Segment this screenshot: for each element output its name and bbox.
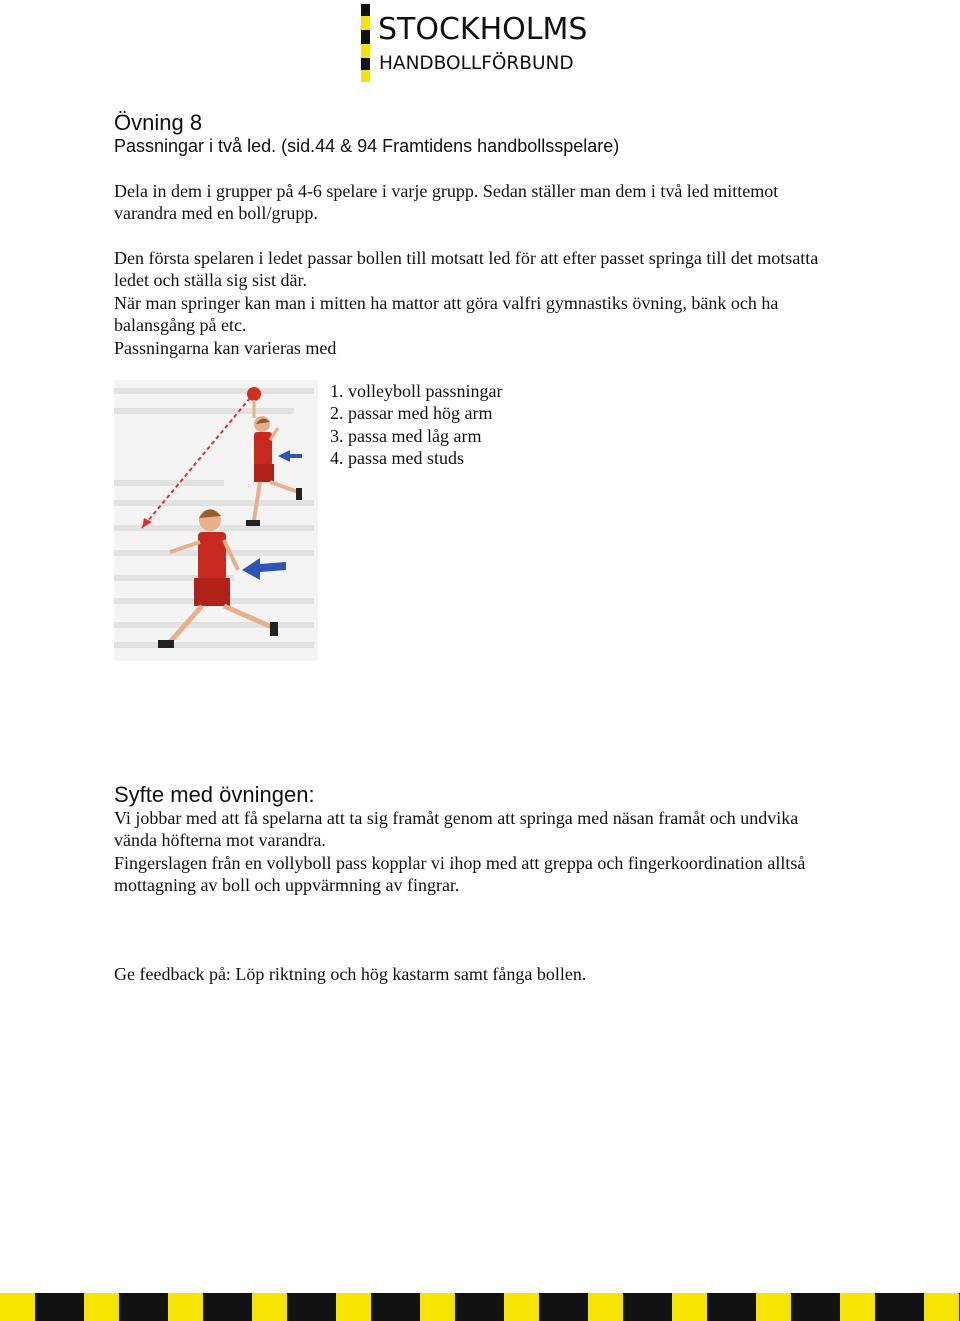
purpose-heading: Syfte med övningen: bbox=[114, 782, 315, 807]
feedback-text: Ge feedback på: Löp riktning och hög kastarm samt fånga bollen. bbox=[114, 964, 587, 984]
variations-list bbox=[330, 380, 502, 469]
paragraph-mats: När man springer kan man i mitten ha mattor att göra valfri gymnastiks övning, bänk och ha balansgång på etc. bbox=[114, 293, 779, 336]
upper-player-figure bbox=[246, 400, 302, 526]
lower-direction-arrow-icon bbox=[242, 558, 286, 580]
paragraph-groups: Dela in dem i grupper på 4-6 spelare i varje grupp. Sedan ställer man dem i två led mittemot varandra med en boll/grupp. bbox=[114, 181, 779, 224]
handball-pass-illustration bbox=[114, 380, 318, 661]
logo-stripe-bar bbox=[361, 4, 370, 82]
list-item: 3. passa med låg arm bbox=[330, 425, 482, 446]
logo bbox=[361, 4, 591, 82]
exercise-subtitle: Passningar i två led. (sid.44 & 94 Framtidens handbollsspelare) bbox=[114, 136, 620, 156]
exercise-title: Övning 8 bbox=[114, 110, 203, 135]
upper-direction-arrow-icon bbox=[278, 450, 302, 462]
list-item: 4. passa med studs bbox=[330, 447, 464, 468]
list-item: 1. volleyboll passningar bbox=[330, 381, 503, 401]
paragraph-variations-intro: Passningarna kan varieras med bbox=[114, 338, 337, 358]
logo-subname: HANDBOLLFÖRBUND bbox=[379, 53, 574, 74]
purpose-running: Vi jobbar med att få spelarna att ta sig framåt genom att springa med näsan framåt och undvika vända höfterna mot varandra. bbox=[114, 808, 799, 851]
ball-icon bbox=[247, 387, 261, 401]
paragraph-first-player: Den första spelaren i ledet passar bollen till motsatt led för att efter passet springa till det motsatta ledet och ställa sig sist där. bbox=[114, 248, 819, 291]
footer-stripe bbox=[0, 1293, 960, 1321]
purpose-fingers: Fingerslagen från en vollyboll pass kopplar vi ihop med att greppa och fingerkoordination alltså mottagning av boll och uppvärmning av fingrar. bbox=[114, 853, 806, 896]
illustration-svg bbox=[114, 380, 318, 661]
logo-name: STOCKHOLMS bbox=[378, 12, 588, 47]
pass-trajectory-line bbox=[142, 398, 250, 528]
list-item: 2. passar med hög arm bbox=[330, 403, 493, 424]
